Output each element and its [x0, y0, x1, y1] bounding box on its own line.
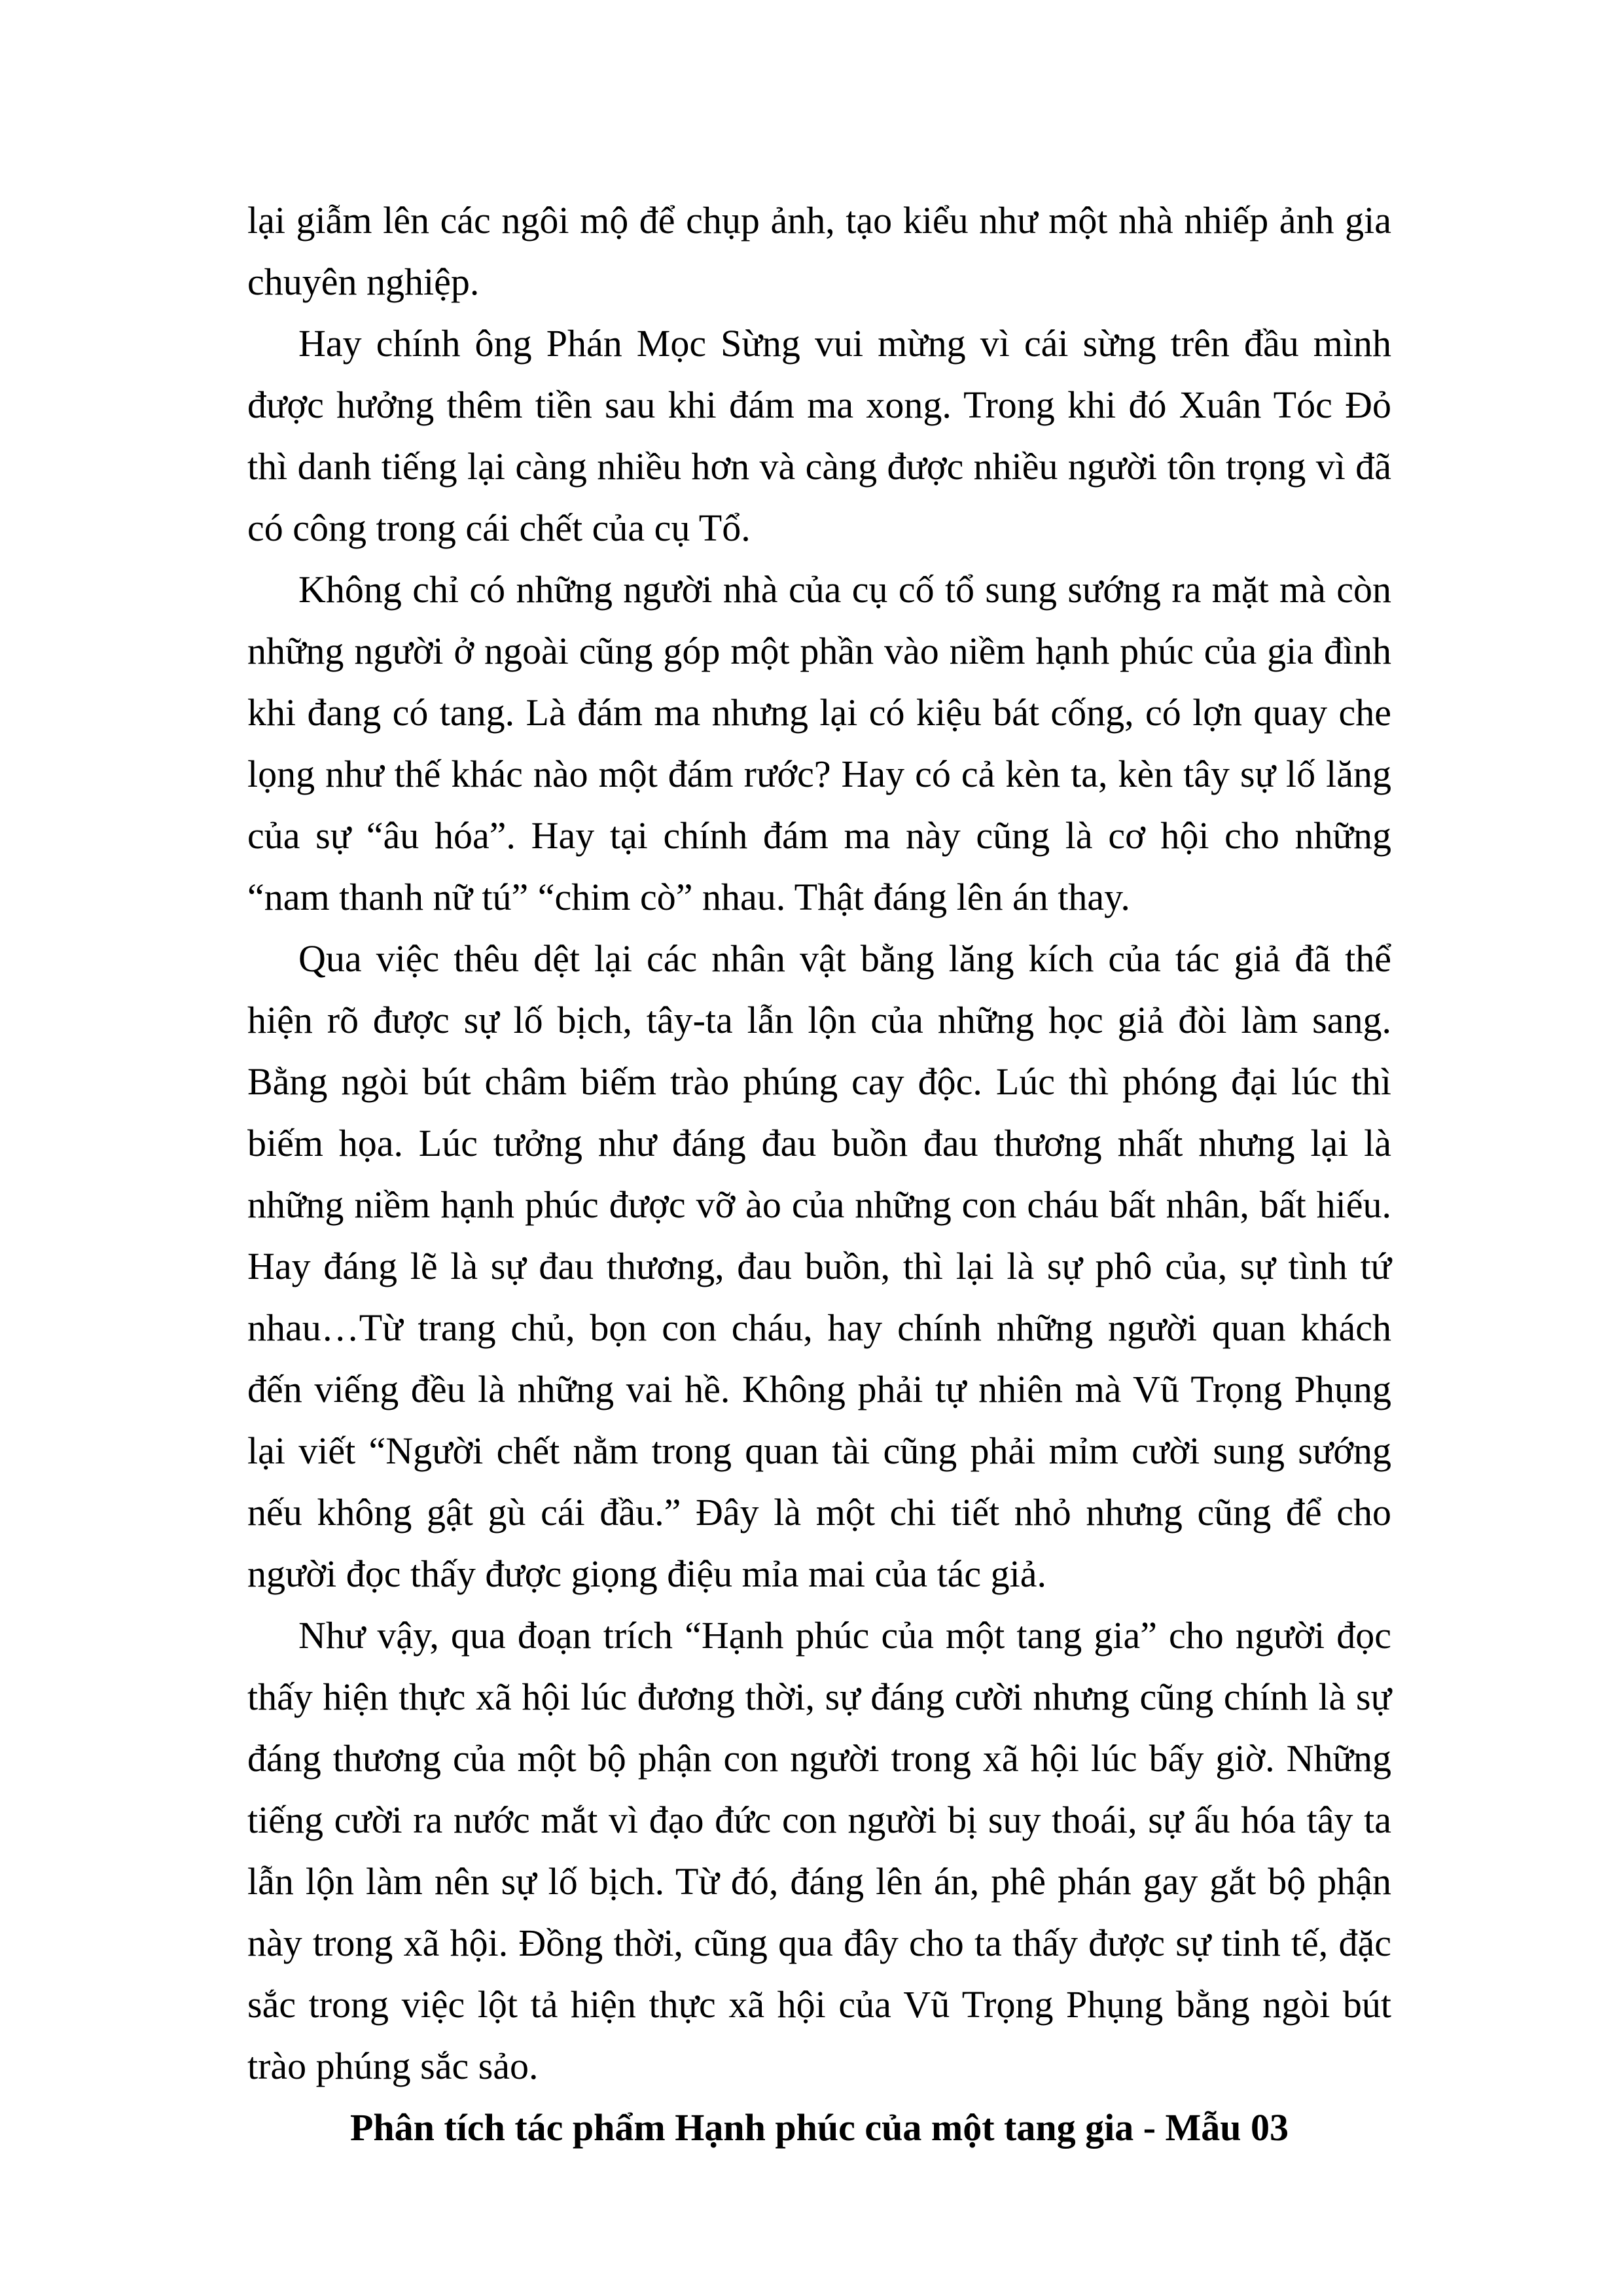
paragraph-phan-moc-sung: Hay chính ông Phán Mọc Sừng vui mừng vì cái sừng trên đầu mình được hưởng thêm tiền sau khi đám ma xong. Trong khi đó Xuân Tóc Đỏ thì danh tiếng lại càng nhiều hơn và càng được nhiều người tôn trọng vì đã có công trong cái chết của cụ Tổ.	[247, 322, 1391, 549]
paragraph-continued: lại giẫm lên các ngôi mộ để chụp ảnh, tạo kiểu như một nhà nhiếp ảnh gia chuyên nghiệp.	[247, 199, 1391, 303]
paragraph-nghe-thuat: Qua việc thêu dệt lại các nhân vật bằng lăng kích của tác giả đã thể hiện rõ được sự lố bịch, tây-ta lẫn lộn của những học giả đòi làm sang. Bằng ngòi bút châm biếm trào phúng cay độc. Lúc thì phóng đại lúc thì biếm họa. Lúc tưởng như đáng đau buồn đau thương nhất nhưng lại là những niềm hạnh phúc được vỡ ào của những con cháu bất nhân, bất hiếu. Hay đáng lẽ là sự đau thương, đau buồn, thì lại là sự phô của, sự tình tứ nhau…Từ trang chủ, bọn con cháu, hay chính những người quan khách đến viếng đều là những vai hề. Không phải tự nhiên mà Vũ Trọng Phụng lại viết “Người chết nằm trong quan tài cũng phải mỉm cười sung sướng nếu không gật gù cái đầu.” Đây là một chi tiết nhỏ nhưng cũng để cho người đọc thấy được giọng điệu mỉa mai của tác giả.	[247, 937, 1391, 1595]
document-body	[247, 190, 1391, 2159]
paragraph-nguoi-ngoai: Không chỉ có những người nhà của cụ cố tổ sung sướng ra mặt mà còn những người ở ngoài cũng góp một phần vào niềm hạnh phúc của gia đình khi đang có tang. Là đám ma nhưng lại có kiệu bát cống, có lợn quay che lọng như thế khác nào một đám rước? Hay có cả kèn ta, kèn tây sự lố lăng của sự “âu hóa”. Hay tại chính đám ma này cũng là cơ hội cho những “nam thanh nữ tú” “chim cò” nhau. Thật đáng lên án thay.	[247, 568, 1391, 918]
section-heading: Phân tích tác phẩm Hạnh phúc của một tang gia - Mẫu 03	[349, 2106, 1289, 2149]
paragraph-ket-luan: Như vậy, qua đoạn trích “Hạnh phúc của một tang gia” cho người đọc thấy hiện thực xã hội lúc đương thời, sự đáng cười nhưng cũng chính là sự đáng thương của một bộ phận con người trong xã hội lúc bấy giờ. Những tiếng cười ra nước mắt vì đạo đức con người bị suy thoái, sự ấu hóa tây ta lẫn lộn làm nên sự lố bịch. Từ đó, đáng lên án, phê phán gay gắt bộ phận này trong xã hội. Đồng thời, cũng qua đây cho ta thấy được sự tinh tế, đặc sắc trong việc lột tả hiện thực xã hội của Vũ Trọng Phụng bằng ngòi bút trào phúng sắc sảo.	[247, 1614, 1391, 2087]
